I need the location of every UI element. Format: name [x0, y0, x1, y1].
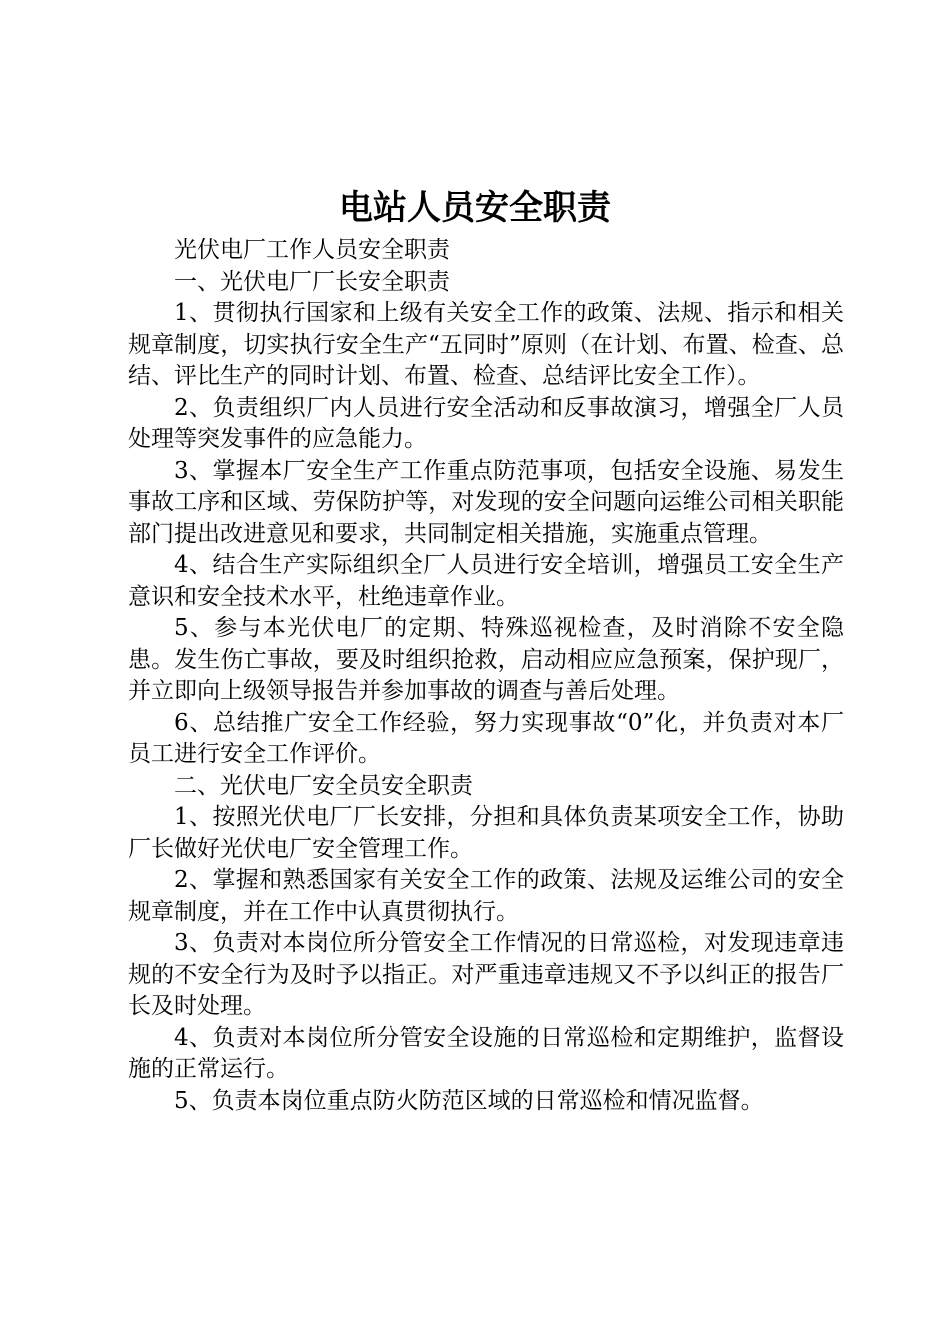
paragraph: 3、负责对本岗位所分管安全工作情况的日常巡检，对发现违章违规的不安全行为及时予以指正。对严重违章违规又不予以纠正的报告厂长及时处理。 [128, 930, 844, 1019]
paragraph: 3、掌握本厂安全生产工作重点防范事项，包括安全设施、易发生事故工序和区域、劳保防护等，对发现的安全问题向运维公司相关职能部门提出改进意见和要求，共同制定相关措施，实施重点管理。 [128, 457, 844, 547]
paragraph: 6、总结推广安全工作经验，努力实现事故“0”化，并负责对本厂员工进行安全工作评价。 [128, 709, 844, 767]
paragraph: 4、结合生产实际组织全厂人员进行安全培训，增强员工安全生产意识和安全技术水平，杜绝违章作业。 [128, 552, 844, 610]
paragraph: 5、负责本岗位重点防火防范区域的日常巡检和情况监督。 [174, 1087, 764, 1114]
document-title: 电站人员安全职责 [339, 188, 611, 228]
section-heading: 二、光伏电厂安全员安全职责 [174, 772, 473, 799]
paragraph: 4、负责对本岗位所分管安全设施的日常巡检和定期维护，监督设施的正常运行。 [128, 1024, 844, 1082]
paragraph: 1、按照光伏电厂厂长安排，分担和具体负责某项安全工作，协助厂长做好光伏电厂安全管理工作。 [128, 804, 844, 862]
section-heading: 一、光伏电厂厂长安全职责 [174, 268, 450, 295]
document-body [128, 235, 844, 1117]
section-heading: 光伏电厂工作人员安全职责 [174, 237, 450, 263]
paragraph: 2、负责组织厂内人员进行安全活动和反事故演习，增强全厂人员处理等突发事件的应急能力。 [128, 394, 844, 452]
paragraph: 1、贯彻执行国家和上级有关安全工作的政策、法规、指示和相关规章制度，切实执行安全生产“五同时”原则（在计划、布置、检查、总结、评比生产的同时计划、布置、检查、总结评比安全工作）。 [128, 300, 844, 389]
paragraph: 2、掌握和熟悉国家有关安全工作的政策、法规及运维公司的安全规章制度，并在工作中认真贯彻执行。 [128, 867, 844, 925]
paragraph: 5、参与本光伏电厂的定期、特殊巡视检查，及时消除不安全隐患。发生伤亡事故，要及时组织抢救，启动相应应急预案，保护现厂，并立即向上级领导报告并参加事故的调查与善后处理。 [128, 615, 844, 704]
